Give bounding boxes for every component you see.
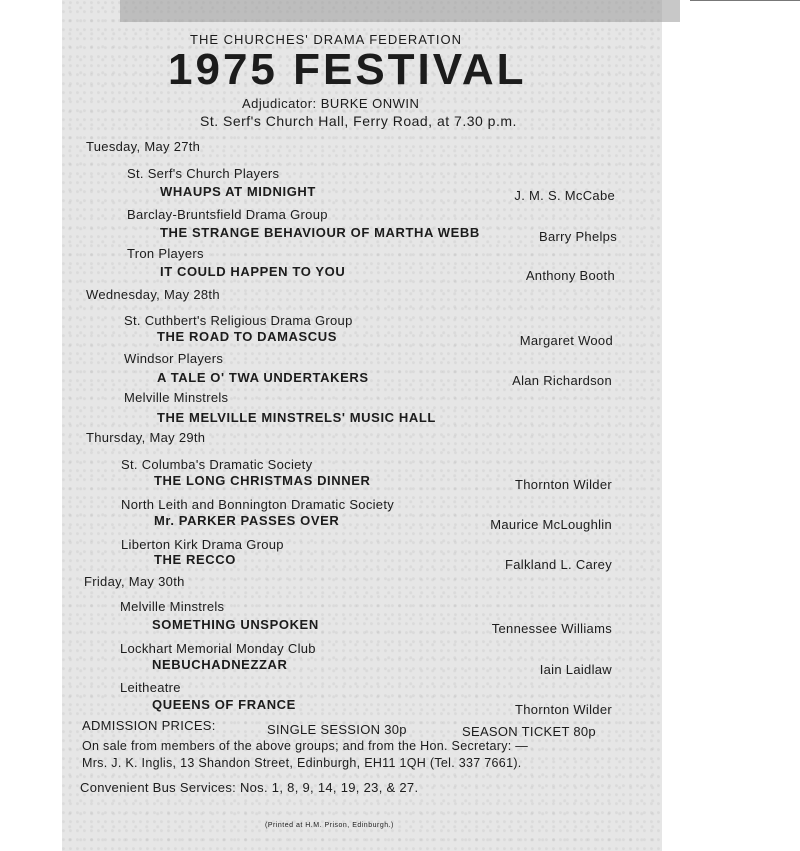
play-title: THE RECCO xyxy=(154,552,236,567)
play-title: WHAUPS AT MIDNIGHT xyxy=(160,184,316,199)
day-heading: Thursday, May 29th xyxy=(86,430,206,445)
scan-edge-line xyxy=(690,0,800,1)
adjudicator: Adjudicator: BURKE ONWIN xyxy=(242,96,420,111)
festival-title: 1975 FESTIVAL xyxy=(168,45,527,94)
play-title: SOMETHING UNSPOKEN xyxy=(152,617,319,632)
group-name: North Leith and Bonnington Dramatic Society xyxy=(121,497,395,512)
bus-services: Convenient Bus Services: Nos. 1, 8, 9, 14, 19, 23, & 27. xyxy=(80,780,419,795)
group-name: St. Columba's Dramatic Society xyxy=(121,457,313,472)
playwright: Alan Richardson xyxy=(512,373,612,388)
scan-smudge xyxy=(120,0,680,22)
secretary-address: Mrs. J. K. Inglis, 13 Shandon Street, Edinburgh, EH11 1QH (Tel. 337 7661). xyxy=(82,756,522,770)
venue-line: St. Serf's Church Hall, Ferry Road, at 7.30 p.m. xyxy=(200,113,517,129)
play-title: THE MELVILLE MINSTRELS' MUSIC HALL xyxy=(157,410,436,425)
day-heading: Wednesday, May 28th xyxy=(86,287,220,302)
play-title: NEBUCHADNEZZAR xyxy=(152,657,288,672)
play-title: THE STRANGE BEHAVIOUR OF MARTHA WEBB xyxy=(160,225,480,240)
group-name: Melville Minstrels xyxy=(120,599,225,614)
play-title: THE ROAD TO DAMASCUS xyxy=(157,329,338,344)
playwright: Maurice McLoughlin xyxy=(490,517,612,532)
group-name: Tron Players xyxy=(127,246,204,261)
admission-label: ADMISSION PRICES: xyxy=(82,718,216,733)
playwright: Anthony Booth xyxy=(525,268,615,283)
group-name: Melville Minstrels xyxy=(124,390,229,405)
playwright: Thornton Wilder xyxy=(515,477,612,492)
play-title: THE LONG CHRISTMAS DINNER xyxy=(154,473,371,488)
printer-credit: (Printed at H.M. Prison, Edinburgh.) xyxy=(265,822,394,829)
organization-name: THE CHURCHES' DRAMA FEDERATION xyxy=(190,32,463,47)
group-name: St. Cuthbert's Religious Drama Group xyxy=(124,313,353,328)
playwright: Iain Laidlaw xyxy=(539,662,612,677)
playwright: J. M. S. McCabe xyxy=(514,188,615,203)
season-ticket-price: SEASON TICKET 80p xyxy=(462,724,596,739)
play-title: A TALE O' TWA UNDERTAKERS xyxy=(157,370,369,385)
play-title: QUEENS OF FRANCE xyxy=(152,697,296,712)
group-name: Leitheatre xyxy=(120,680,181,695)
group-name: Barclay-Bruntsfield Drama Group xyxy=(127,207,328,222)
group-name: Windsor Players xyxy=(124,351,224,366)
group-name: St. Serf's Church Players xyxy=(127,166,280,181)
playwright: Thornton Wilder xyxy=(515,702,612,717)
single-session-price: SINGLE SESSION 30p xyxy=(267,722,407,737)
sale-info: On sale from members of the above groups; and from the Hon. Secretary: — xyxy=(82,739,529,753)
playwright: Tennessee Williams xyxy=(491,621,612,636)
group-name: Liberton Kirk Drama Group xyxy=(121,537,284,552)
play-title: IT COULD HAPPEN TO YOU xyxy=(160,264,346,279)
day-heading: Friday, May 30th xyxy=(84,574,185,589)
play-title: Mr. PARKER PASSES OVER xyxy=(154,513,340,528)
playwright: Margaret Wood xyxy=(519,333,613,348)
group-name: Lockhart Memorial Monday Club xyxy=(120,641,316,656)
playwright: Falkland L. Carey xyxy=(505,557,612,572)
day-heading: Tuesday, May 27th xyxy=(86,139,201,154)
playwright: Barry Phelps xyxy=(538,229,617,244)
